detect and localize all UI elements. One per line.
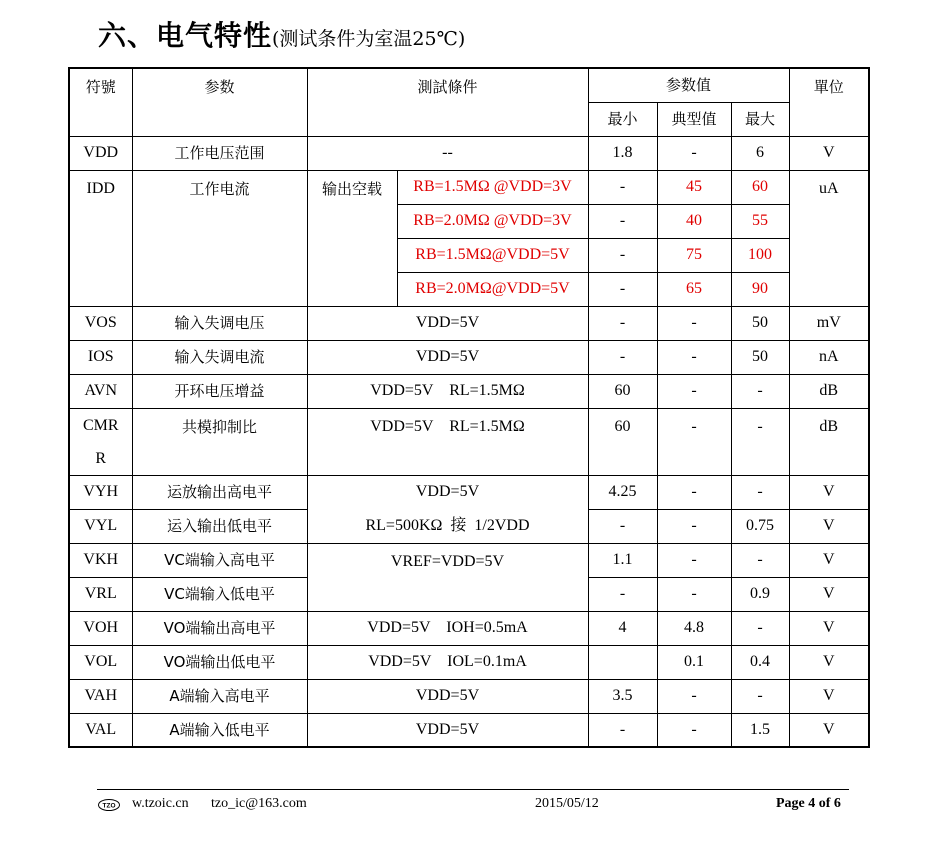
parameter-cell: VO端输出高电平 (132, 611, 307, 645)
table-row (69, 408, 869, 475)
table-row (69, 306, 869, 340)
table-row (69, 509, 869, 543)
condition-cell: -- (307, 136, 588, 170)
parameter-cell: 工作电流 (132, 170, 307, 306)
typ-cell: - (657, 408, 731, 475)
max-cell: 55 (731, 204, 789, 238)
parameter-cell: VO端输出低电平 (132, 645, 307, 679)
table-row (69, 679, 869, 713)
condition-cell: RB=2.0MΩ @VDD=3V (397, 204, 588, 238)
typ-cell: 40 (657, 204, 731, 238)
max-cell: 50 (731, 306, 789, 340)
header-values: 参数值 (588, 68, 789, 102)
symbol-cell (69, 408, 132, 475)
condition-cell: VDD=5V (307, 475, 588, 509)
electrical-characteristics-table (68, 67, 870, 748)
min-cell: - (588, 340, 657, 374)
unit-cell: uA (789, 170, 869, 272)
footer-website[interactable]: w.tzoic.cn (132, 796, 189, 811)
typ-cell: - (657, 475, 731, 509)
table-row (69, 543, 869, 577)
max-cell: - (731, 543, 789, 577)
unit-cell: V (789, 679, 869, 713)
unit-cell: V (789, 509, 869, 543)
condition-cell: VDD=5V IOH=0.5mA (307, 611, 588, 645)
condition-cell: VREF=VDD=5V (307, 543, 588, 611)
typ-cell: - (657, 543, 731, 577)
table-row (69, 611, 869, 645)
header-unit: 單位 (789, 68, 869, 136)
parameter-cell: 输入失调电压 (132, 306, 307, 340)
parameter-cell: VC端输入低电平 (132, 577, 307, 611)
min-cell: 1.1 (588, 543, 657, 577)
symbol-cell: VYH (69, 475, 132, 509)
min-cell: - (588, 713, 657, 747)
unit-cell: dB (789, 408, 869, 475)
table-header-row (69, 68, 869, 102)
typ-cell: 0.1 (657, 645, 731, 679)
symbol-cell: VOH (69, 611, 132, 645)
symbol-cell: IOS (69, 340, 132, 374)
min-cell: - (588, 577, 657, 611)
typ-cell: 45 (657, 170, 731, 204)
max-cell: 1.5 (731, 713, 789, 747)
table-row (69, 374, 869, 408)
min-cell: 3.5 (588, 679, 657, 713)
section-title (98, 14, 465, 54)
min-cell: - (588, 204, 657, 238)
footer-divider (97, 789, 849, 790)
unit-cell-empty (789, 272, 869, 306)
parameter-cell: VC端输入高电平 (132, 543, 307, 577)
typ-cell: - (657, 577, 731, 611)
unit-cell: V (789, 543, 869, 577)
symbol-cell: VAH (69, 679, 132, 713)
parameter-cell: 运放输出高电平 (132, 475, 307, 509)
table-row (69, 136, 869, 170)
parameter-cell: 工作电压范围 (132, 136, 307, 170)
symbol-cell: VKH (69, 543, 132, 577)
max-cell: - (731, 374, 789, 408)
min-cell: 4.25 (588, 475, 657, 509)
footer-page-number: Page 4 of 6 (776, 796, 841, 811)
typ-cell: - (657, 509, 731, 543)
condition-cell: VDD=5V (307, 306, 588, 340)
unit-cell: mV (789, 306, 869, 340)
symbol-cell: VOS (69, 306, 132, 340)
tzo-logo-icon (98, 799, 120, 811)
min-cell: 60 (588, 374, 657, 408)
typ-cell: 65 (657, 272, 731, 306)
unit-cell: V (789, 611, 869, 645)
section-title-main: 六、电气特性 (98, 19, 273, 52)
min-cell: - (588, 509, 657, 543)
typ-cell: 4.8 (657, 611, 731, 645)
min-cell (588, 645, 657, 679)
condition-cell: RB=2.0MΩ@VDD=5V (397, 272, 588, 306)
condition-cell: VDD=5V (307, 340, 588, 374)
max-cell: 50 (731, 340, 789, 374)
max-cell: 60 (731, 170, 789, 204)
max-cell: 0.4 (731, 645, 789, 679)
max-cell: - (731, 408, 789, 475)
max-cell: - (731, 679, 789, 713)
header-typ: 典型值 (657, 102, 731, 136)
footer-date: 2015/05/12 (535, 796, 599, 811)
symbol-cell: IDD (69, 170, 132, 306)
condition-cell: VDD=5V RL=1.5MΩ (307, 374, 588, 408)
max-cell: 100 (731, 238, 789, 272)
header-condition: 測試條件 (307, 68, 588, 136)
unit-cell: V (789, 645, 869, 679)
symbol-cell: VDD (69, 136, 132, 170)
parameter-cell: 输入失调电流 (132, 340, 307, 374)
min-cell: - (588, 306, 657, 340)
max-cell: 90 (731, 272, 789, 306)
unit-cell: V (789, 577, 869, 611)
symbol-cell: VOL (69, 645, 132, 679)
typ-cell: 75 (657, 238, 731, 272)
header-min: 最小 (588, 102, 657, 136)
table-row (69, 475, 869, 509)
section-title-condition: (测试条件为室温25℃) (272, 28, 466, 50)
parameter-cell: A端输入高电平 (132, 679, 307, 713)
symbol-line-1: CMR (82, 416, 119, 434)
condition-cell: VDD=5V (307, 679, 588, 713)
typ-cell: - (657, 340, 731, 374)
max-cell: 0.9 (731, 577, 789, 611)
min-cell: - (588, 272, 657, 306)
max-cell: 0.75 (731, 509, 789, 543)
typ-cell: - (657, 306, 731, 340)
condition-cell: VDD=5V RL=1.5MΩ (307, 408, 588, 475)
min-cell: 1.8 (588, 136, 657, 170)
condition-label-cell: 输出空载 (307, 170, 397, 306)
symbol-cell: VYL (69, 509, 132, 543)
symbol-line-2: R (95, 449, 107, 467)
condition-cell: RL=500KΩ 接 1/2VDD (307, 509, 588, 543)
condition-cell: RB=1.5MΩ @VDD=3V (397, 170, 588, 204)
parameter-cell: 运入输出低电平 (132, 509, 307, 543)
parameter-cell: A端输入低电平 (132, 713, 307, 747)
typ-cell: - (657, 136, 731, 170)
svg-text:TZO: TZO (102, 802, 116, 810)
min-cell: 60 (588, 408, 657, 475)
table-row (69, 170, 869, 204)
unit-cell: V (789, 713, 869, 747)
condition-cell: RB=1.5MΩ@VDD=5V (397, 238, 588, 272)
max-cell: - (731, 611, 789, 645)
table-row (69, 713, 869, 747)
typ-cell: - (657, 374, 731, 408)
unit-cell: V (789, 136, 869, 170)
condition-cell: VDD=5V (307, 713, 588, 747)
header-symbol: 符號 (69, 68, 132, 136)
unit-cell: dB (789, 374, 869, 408)
min-cell: 4 (588, 611, 657, 645)
min-cell: - (588, 238, 657, 272)
header-max: 最大 (731, 102, 789, 136)
max-cell: - (731, 475, 789, 509)
parameter-cell: 开环电压增益 (132, 374, 307, 408)
table-row (69, 645, 869, 679)
symbol-cell: VRL (69, 577, 132, 611)
unit-cell: V (789, 475, 869, 509)
typ-cell: - (657, 713, 731, 747)
unit-cell: nA (789, 340, 869, 374)
max-cell: 6 (731, 136, 789, 170)
condition-cell: VDD=5V IOL=0.1mA (307, 645, 588, 679)
typ-cell: - (657, 679, 731, 713)
min-cell: - (588, 170, 657, 204)
footer-email[interactable]: tzo_ic@163.com (211, 796, 307, 811)
parameter-cell: 共模抑制比 (132, 408, 307, 475)
symbol-cell: VAL (69, 713, 132, 747)
header-parameter: 参数 (132, 68, 307, 136)
table-row (69, 340, 869, 374)
symbol-cell: AVN (69, 374, 132, 408)
